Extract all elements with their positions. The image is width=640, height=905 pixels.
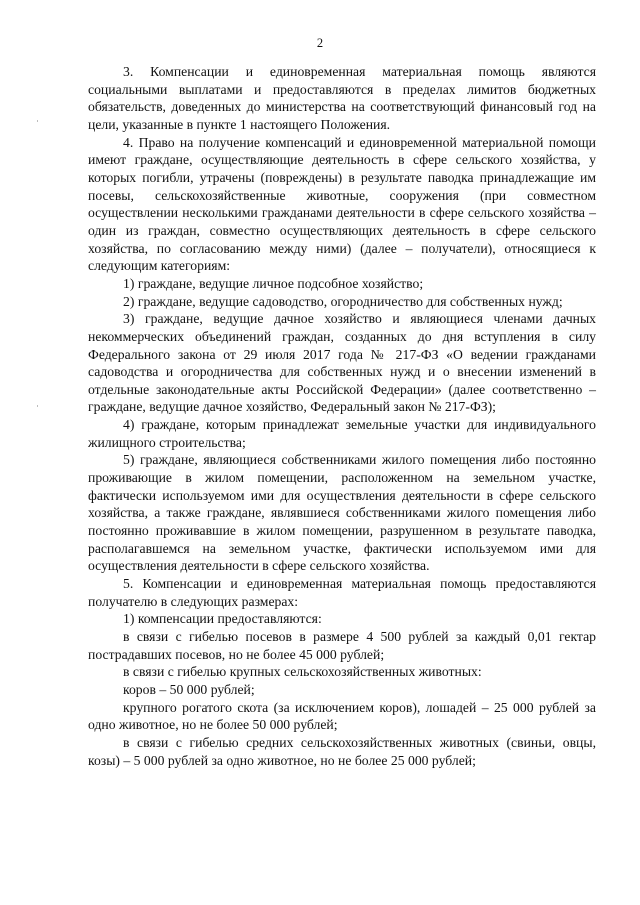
- crop-loss-rate: в связи с гибелью посевов в размере 4 500 рублей за каждый 0,01 гектар пострадавших посевов, но не более 45 000 рублей;: [88, 629, 596, 662]
- list-item-3: 3) граждане, ведущие дачное хозяйство и являющиеся членами дачных некоммерческих объединений граждан, созданных до дня вступления в силу Федерального закона от 29 июля 2017 года № 217-ФЗ «О ведении гражданами садоводства и огородничества для собственных нужд и о внесении изменений в отдельные законодательные акты Российской Федерации» (далее соответственно – граждане, ведущие дачное хозяйство, Федеральный закон № 217-ФЗ);: [88, 311, 596, 415]
- list-item-1: 1) граждане, ведущие личное подсобное хозяйство;: [123, 275, 424, 291]
- document-body: [88, 63, 596, 769]
- paragraph-item-3: 3. Компенсации и единовременная материальная помощь являются социальными выплатами и предоставляются в пределах лимитов бюджетных обязательств, доведенных до министерства на соответствующий финансовый год на цели, указанные в пункте 1 настоящего Положения.: [88, 64, 596, 132]
- paragraph-item-5: 5. Компенсации и единовременная материальная помощь предоставляются получателю в следующих размерах:: [88, 576, 596, 609]
- cattle-horse-rate: крупного рогатого скота (за исключением коров), лошадей – 25 000 рублей за одно животное, но не более 50 000 рублей;: [88, 699, 596, 733]
- list-item-5: 5) граждане, являющиеся собственниками жилого помещения либо постоянно проживающие в жилом помещении, расположенном на земельном участке, фактически используемом ими для осуществления деятельности в сфере сельского хозяйства, а также граждане, являвшиеся собственниками жилого помещения либо постоянно проживавшие в жилом помещении, разрушенном в результате паводка, располагавшемся на земельном участке, фактически используемом ими для осуществления деятельности в сфере сельского хозяйства.: [88, 452, 596, 574]
- list-item-2: 2) граждане, ведущие садоводство, огородничество для собственных нужд;: [123, 293, 563, 309]
- scan-margin-mark: [37, 405, 38, 407]
- list-item-4: 4) граждане, которым принадлежат земельные участки для индивидуального жилищного строительства;: [88, 417, 596, 450]
- medium-livestock-rate: в связи с гибелью средних сельскохозяйственных животных (свиньи, овцы, козы) – 5 000 рублей за одно животное, но не более 25 000 рублей;: [88, 734, 596, 768]
- paragraph-item-4: 4. Право на получение компенсаций и единовременной материальной помощи имеют граждане, осуществляющие деятельность в сфере сельского хозяйства, у которых погибли, утрачены (повреждены) в результате паводка принадлежащие им посевы, сельскохозяйственные животные, сооружения (при совместном осуществлении несколькими гражданами деятельности в сфере сельского хозяйства – один из граждан, совместно осуществляющих деятельность в сфере сельского хозяйства, по согласованию между ними) (далее – получатели), относящиеся к следующим категориям:: [88, 134, 596, 274]
- page-number: 2: [316, 36, 324, 50]
- compensation-subitem-1: 1) компенсации предоставляются:: [123, 611, 322, 627]
- large-livestock-heading: в связи с гибелью крупных сельскохозяйственных животных:: [123, 664, 482, 680]
- cow-rate: коров – 50 000 рублей;: [123, 681, 255, 697]
- scan-margin-mark: [37, 120, 38, 122]
